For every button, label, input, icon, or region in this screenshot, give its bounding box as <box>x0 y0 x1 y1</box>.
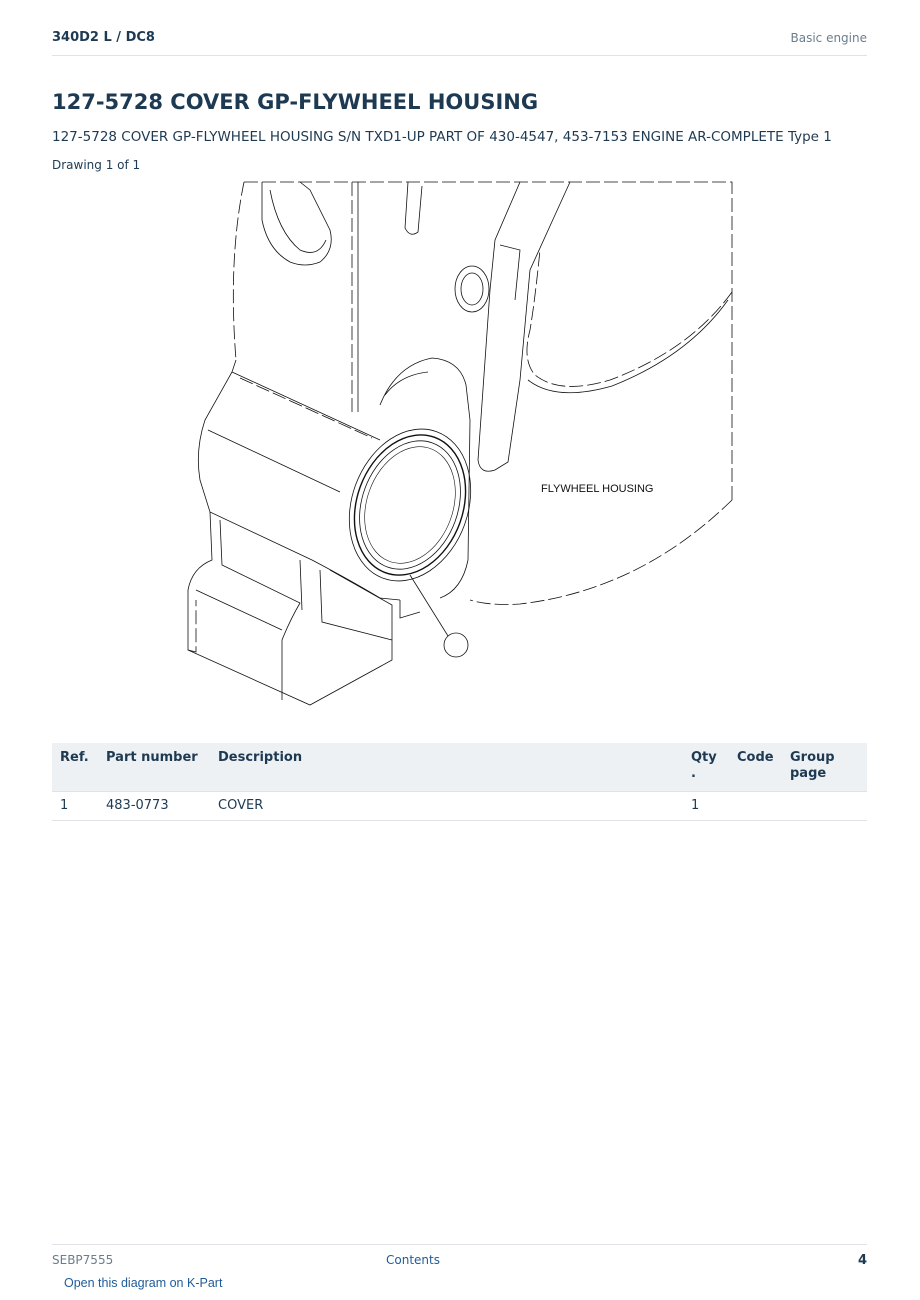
cell-group-page <box>782 792 867 821</box>
page-subtitle: 127-5728 COVER GP-FLYWHEEL HOUSING S/N TXD1-UP PART OF 430-4547, 453-7153 ENGINE AR-COMPLETE Type 1 <box>52 129 832 145</box>
header-group-page: Group page <box>782 743 867 792</box>
table-row <box>52 792 867 821</box>
header-part-number: Part number <box>98 743 210 792</box>
model-label: 340D2 L / DC8 <box>52 30 155 45</box>
page-title: 127-5728 COVER GP-FLYWHEEL HOUSING <box>52 90 539 114</box>
parts-table <box>52 743 867 821</box>
table-header-row <box>52 743 867 792</box>
contents-link[interactable]: Contents <box>386 1253 440 1267</box>
diagram-label: FLYWHEEL HOUSING <box>541 483 654 495</box>
header-code: Code <box>729 743 782 792</box>
cell-code <box>729 792 782 821</box>
cell-qty: 1 <box>683 792 729 821</box>
cell-part-number: 483-0773 <box>98 792 210 821</box>
cell-description: COVER <box>210 792 683 821</box>
kpart-diagram-link[interactable]: Open this diagram on K-Part <box>64 1276 223 1290</box>
drawing-count: Drawing 1 of 1 <box>52 158 141 172</box>
cell-ref: 1 <box>52 792 98 821</box>
header-qty: Qty . <box>683 743 729 792</box>
section-label: Basic engine <box>790 31 867 45</box>
header-ref: Ref. <box>52 743 98 792</box>
page-number: 4 <box>857 1253 867 1268</box>
flywheel-housing-drawing <box>180 176 740 716</box>
page-header <box>52 28 867 56</box>
document-id: SEBP7555 <box>52 1253 114 1267</box>
page-footer <box>52 1244 867 1274</box>
header-description: Description <box>210 743 683 792</box>
parts-diagram <box>180 176 740 716</box>
